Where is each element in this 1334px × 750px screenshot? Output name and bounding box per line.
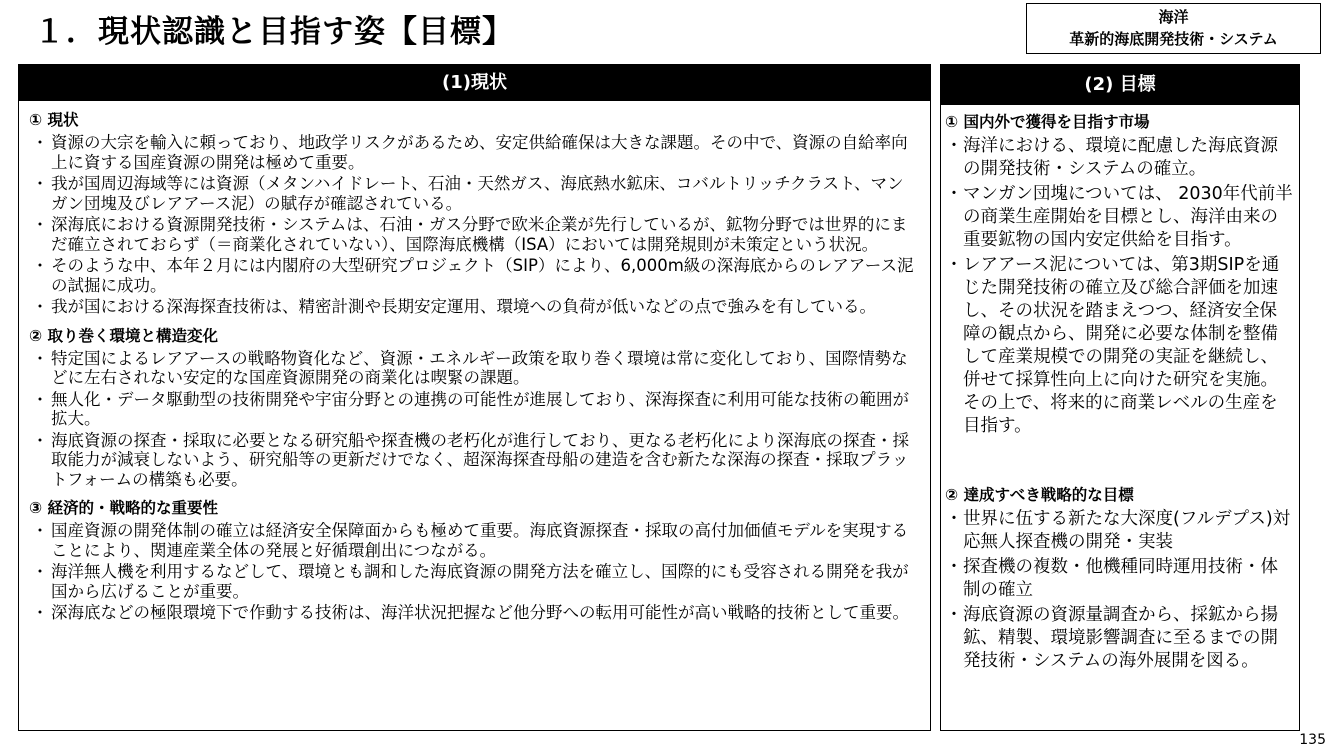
bullet-item xyxy=(29,521,920,560)
section-heading: ② 達成すべき戦略的な目標 xyxy=(945,486,1134,504)
bullet-text: 海洋における、環境に配慮した海底資源の開発技術・システムの確立。 xyxy=(963,136,1278,179)
bullet-text: 深海底における資源開発技術・システムは、石油・ガス分野で欧米企業が先行しているが、鉱物分野では世界的にまだ確立されておらず（＝商業化されていない）、国際海底機構（ISA）においては開発規則が未策定という状況。 xyxy=(51,215,908,254)
bullet-text: そのような中、本年２月には内閣府の大型研究プロジェクト（SIP）により、6,000m級の深海底からのレアアース泥の試掘に成功。 xyxy=(51,256,914,295)
bullet-item xyxy=(29,349,920,388)
bullet-mark: ・ xyxy=(31,256,49,275)
bullet-text: 海底資源の探査・採取に必要となる研究船や探査機の老朽化が進行しており、更なる老朽化により深海底の探査・採取能力が減衰しないよう、研究船等の更新だけでなく、超深海探査母船の建造を含む新たな深海の探査・採取プラットフォームの構築も必要。 xyxy=(51,430,909,489)
bullet-text: 深海底などの極限環境下で作動する技術は、海洋状況把握など他分野への転用可能性が高い戦略的技術として重要。 xyxy=(51,603,909,622)
section-heading: ① 現状 xyxy=(29,111,79,129)
bullet-mark: ・ xyxy=(945,557,963,577)
bullet-item xyxy=(29,390,920,429)
bullet-mark: ・ xyxy=(945,136,963,156)
bullet-text: 探査機の複数・他機種同時運用技術・体制の確立 xyxy=(963,557,1278,600)
bullet-text: 我が国周辺海域等には資源（メタンハイドレート、石油・天然ガス、海底熱水鉱床、コバルトリッチクラスト、マンガン団塊及びレアアース泥）の賦存が確認されている。 xyxy=(51,174,904,213)
bullet-item xyxy=(29,297,920,317)
bullet-item xyxy=(29,256,920,295)
current-status-header: (1)現状 xyxy=(19,65,930,101)
category-line-2: 革新的海底開発技術・システム xyxy=(1069,30,1278,48)
bullet-text: 我が国における深海探査技術は、精密計測や長期安定運用、環境への負荷が低いなどの点で強みを有している。 xyxy=(51,297,876,316)
page-number: 135 xyxy=(1299,732,1326,748)
bullet-mark: ・ xyxy=(31,215,49,234)
bullet-mark: ・ xyxy=(31,297,49,316)
bullet-mark: ・ xyxy=(31,389,49,409)
section-heading: ② 取り巻く環境と構造変化 xyxy=(29,326,219,345)
section-heading: ③ 経済的・戦略的な重要性 xyxy=(29,499,219,517)
category-label xyxy=(1026,3,1321,54)
goals-header: (2) 目標 xyxy=(941,65,1299,105)
bullet-mark: ・ xyxy=(31,562,49,581)
bullet-mark: ・ xyxy=(945,184,963,204)
bullet-text: 海底資源の資源量調査から、採鉱から揚鉱、精製、環境影響調査に至るまでの開発技術・システムの海外展開を図る。 xyxy=(963,605,1278,671)
category-line-1: 海洋 xyxy=(1158,8,1189,26)
bullet-item xyxy=(945,604,1293,673)
bullet-item xyxy=(29,133,920,172)
bullet-mark: ・ xyxy=(31,603,49,622)
bullet-text: 世界に伍する新たな大深度(フルデプス)対応無人探査機の開発・実装 xyxy=(963,509,1291,552)
bullet-mark: ・ xyxy=(945,255,963,275)
bullet-text: 海洋無人機を利用するなどして、環境とも調和した海底資源の開発方法を確立し、国際的にも受容される開発を我が国から広げることが重要。 xyxy=(51,562,909,601)
section-heading: ① 国内外で獲得を目指す市場 xyxy=(945,113,1150,131)
bullet-text: レアアース泥については、第3期SIPを通じた開発技術の確立及び総合評価を加速し、その状況を踏まえつつ、経済安全保障の観点から、開発に必要な体制を整備して産業規模での開発の実証を継続し、併せて採算性向上に向けた研究を実施。その上で、将来的に商業レベルの生産を目指す。 xyxy=(963,255,1280,436)
bullet-mark: ・ xyxy=(31,133,49,152)
current-status-body xyxy=(19,101,930,623)
bullet-mark: ・ xyxy=(31,521,49,540)
bullet-text: マンガン団塊については、 2030年代前半の商業生産開始を目標とし、海洋由来の重要鉱物の国内安定供給を目指す。 xyxy=(963,184,1293,250)
bullet-item xyxy=(29,603,920,623)
current-status-panel xyxy=(18,64,931,731)
page-title: １．現状認識と目指す姿【目標】 xyxy=(34,14,514,50)
goals-body xyxy=(941,105,1299,673)
bullet-mark: ・ xyxy=(31,430,49,450)
bullet-item xyxy=(29,562,920,601)
bullet-item xyxy=(29,431,920,490)
bullet-text: 資源の大宗を輸入に頼っており、地政学リスクがあるため、安定供給確保は大きな課題。その中で、資源の自給率向上に資する国産資源の開発は極めて重要。 xyxy=(51,133,908,172)
bullet-item xyxy=(29,174,920,213)
bullet-item xyxy=(945,135,1293,181)
goals-panel xyxy=(940,64,1300,731)
bullet-item xyxy=(945,183,1293,252)
bullet-mark: ・ xyxy=(945,605,963,625)
bullet-item xyxy=(945,254,1293,438)
bullet-mark: ・ xyxy=(945,509,963,529)
bullet-mark: ・ xyxy=(31,348,49,368)
bullet-item xyxy=(945,556,1293,602)
bullet-text: 無人化・データ駆動型の技術開発や宇宙分野との連携の可能性が進展しており、深海探査に利用可能な技術の範囲が拡大。 xyxy=(51,389,909,428)
bullet-item xyxy=(29,215,920,254)
bullet-mark: ・ xyxy=(31,174,49,193)
bullet-text: 特定国によるレアアースの戦略物資化など、資源・エネルギー政策を取り巻く環境は常に変化しており、国際情勢などに左右されない安定的な国産資源開発の商業化は喫緊の課題。 xyxy=(51,348,908,387)
bullet-text: 国産資源の開発体制の確立は経済安全保障面からも極めて重要。海底資源探査・採取の高付加価値モデルを実現することにより、関連産業全体の発展と好循環創出につながる。 xyxy=(51,521,909,560)
bullet-item xyxy=(945,508,1293,554)
